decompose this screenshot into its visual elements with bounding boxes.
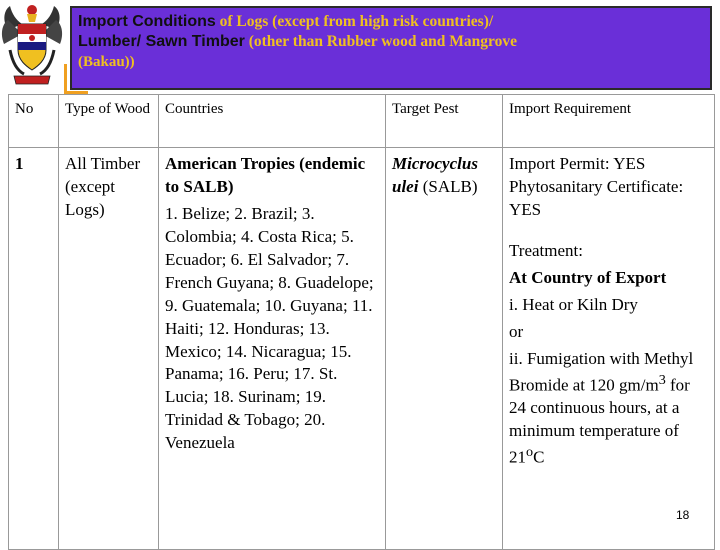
req-treatment-label: Treatment: xyxy=(509,240,583,260)
pest-abbreviation: (SALB) xyxy=(418,176,478,196)
title-line-1 xyxy=(78,12,704,32)
req-or: or xyxy=(509,321,524,341)
title-line-3: (Bakau)) xyxy=(78,53,135,70)
page-number: 18 xyxy=(676,508,690,522)
import-requirement-cell xyxy=(503,148,715,550)
req-import-permit: Import Permit: YES xyxy=(509,154,646,173)
pest-scientific-name: Microcyclus ulei xyxy=(392,154,478,196)
title-line-1-lead: Import Conditions xyxy=(78,13,216,30)
req-superscript-o: o xyxy=(526,443,534,460)
req-at-country-of-export: At Country of Export xyxy=(509,267,667,287)
import-conditions-table xyxy=(8,94,715,550)
req-fumigation-text-1: ii. Fumigation with Methyl Bromide at 120 gm/m xyxy=(509,348,694,395)
header-type-of-wood: Type of Wood xyxy=(59,95,159,148)
title-banner xyxy=(70,6,712,90)
req-phytosanitary: Phytosanitary Certificate: YES xyxy=(509,176,684,219)
req-superscript-3: 3 xyxy=(658,371,666,388)
header-countries: Countries xyxy=(159,95,386,148)
table-header-row xyxy=(9,95,715,148)
countries-heading: American Tropies (endemic to SALB) xyxy=(165,154,366,196)
spacer xyxy=(509,222,708,240)
header-target-pest: Target Pest xyxy=(386,95,503,148)
row-number: 1 xyxy=(9,148,59,550)
target-pest-cell xyxy=(386,148,503,550)
table-row xyxy=(9,148,715,550)
title-line-1-rest: of Logs (except from high risk countries)/ xyxy=(215,13,494,30)
coat-of-arms-crest-icon xyxy=(0,0,64,88)
accent-bar-vertical xyxy=(64,64,67,94)
countries-cell xyxy=(159,148,386,550)
req-option-fumigation xyxy=(509,348,708,470)
title-line-2-rest: (other than Rubber wood and Mangrove xyxy=(244,33,518,51)
header-no: No xyxy=(9,95,59,148)
req-fumigation-text-2: for 24 continuous hours, at a minimum temperature of 21 xyxy=(509,375,690,467)
req-option-heat: i. Heat or Kiln Dry xyxy=(509,294,638,314)
title-line-2-lead: Lumber/ Sawn Timber xyxy=(78,33,245,51)
req-fumigation-text-3: C xyxy=(533,447,545,467)
type-of-wood-cell: All Timber (except Logs) xyxy=(59,148,159,550)
title-line-2 xyxy=(78,32,704,52)
countries-list: 1. Belize; 2. Brazil; 3. Colombia; 4. Costa Rica; 5. Ecuador; 6. El Salvador; 7. French Guyana; 8. Guadelope; 9. Guatemala; 10. Guyana; 11. Haiti; 12. Honduras; 13. Mexico; 14. Nicaragua; 15. Panama; 16. Peru; 17. St. Lucia; 18. Surinam; 19. Trinidad & Tobago; 20. Venezuela xyxy=(165,203,374,453)
header-import-requirement: Import Requirement xyxy=(503,95,715,148)
